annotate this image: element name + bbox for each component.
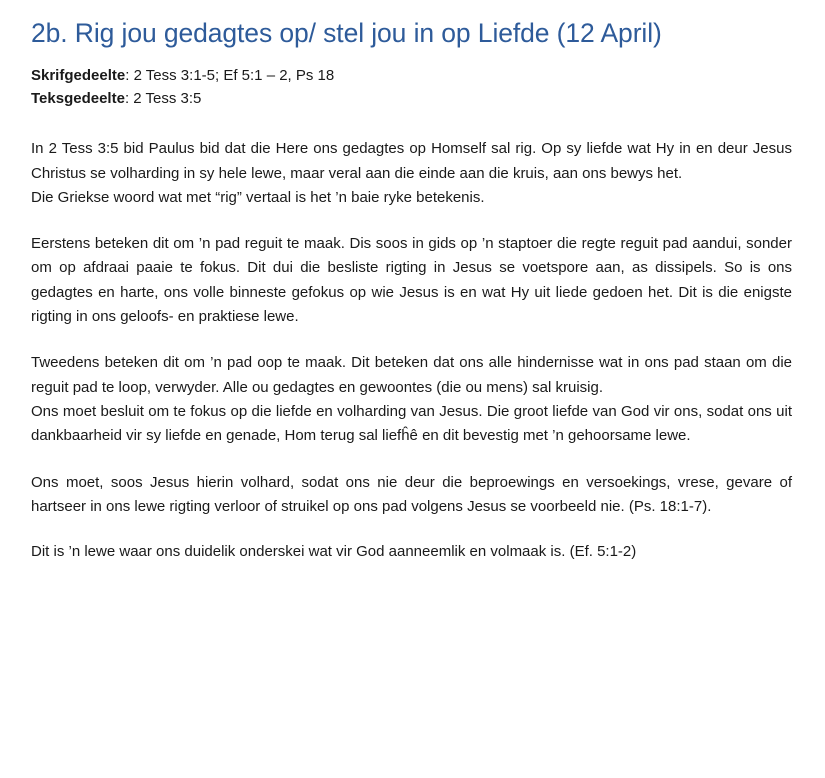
spacer xyxy=(31,449,792,471)
meta-value-skrifgedeelte: 2 Tess 3:1-5; Ef 5:1 – 2, Ps 18 xyxy=(133,66,335,84)
spacer xyxy=(31,210,792,232)
meta-value-teksgedeelte: 2 Tess 3:5 xyxy=(133,90,202,108)
paragraph-3: Eerstens beteken dit om ’n pad reguit te maak. Dis soos in gids op ’n staptoer die regte reguit pad aandui, sonder om op afdraai paaie te fokus. Dit dui die besliste rigting in Jesus se voetspore aan, as dissipels. So is ons gedagtes en harte, ons volle binneste gefokus op wie Jesus is en wat Hy uit liede gedoen het. Dit is die enigste rigting in ons geloofs- en praktiese lewe. xyxy=(31,235,792,326)
meta-row-teksgedeelte xyxy=(31,87,792,110)
meta-separator-teksgedeelte: : xyxy=(124,90,134,108)
spacer xyxy=(31,329,792,351)
scripture-meta-block xyxy=(31,64,792,111)
meta-row-skrifgedeelte xyxy=(31,64,792,87)
page-title: 2b. Rig jou gedagtes op/ stel jou in op Liefde (12 April) xyxy=(31,18,662,48)
meta-label-teksgedeelte: Teksgedeelte xyxy=(31,90,125,108)
spacer xyxy=(31,110,792,137)
paragraph-4: Tweedens beteken dit om ’n pad oop te maak. Dit beteken dat ons alle hindernisse wat in ons pad staan om die reguit pad te loop, verwyder. Alle ou gedagtes en gewoontes (die ou mens) sal kruisig. xyxy=(31,354,792,396)
paragraph-5: Ons moet besluit om te fokus op die liefde en volharding van Jesus. Die groot liefde van God vir ons, sodat ons uit dankbaarheid vir sy liefde en genade, Hom terug sal liefĥê en dit bevestig met ’n gehoorsame lewe. xyxy=(31,402,792,445)
paragraph-2: Die Griekse woord wat met “rig” vertaal is het ’n baie ryke betekenis. xyxy=(31,188,485,206)
spacer xyxy=(31,519,792,540)
paragraph-6: Ons moet, soos Jesus hierin volhard, sodat ons nie deur die beproewings en versoekings, vrese, gevare of hartseer in ons lewe rigting verloor of struikel op ons pad volgens Jesus se voorbeeld nie. (Ps. 18:1-7). xyxy=(31,473,792,515)
meta-separator-skrifgedeelte: : xyxy=(125,66,134,84)
paragraph-7: Dit is ’n lewe waar ons duidelik onderskei wat vir God aanneemlik en volmaak is. (Ef. 5:1-2) xyxy=(31,543,637,561)
paragraph-1: In 2 Tess 3:5 bid Paulus bid dat die Here ons gedagtes op Homself sal rig. Op sy liefde wat Hy in en deur Jesus Christus se volharding in sy hele lewe, maar veral aan die einde aan die kruis, aan ons bewys het. xyxy=(31,140,792,182)
meta-label-skrifgedeelte: Skrifgedeelte xyxy=(31,66,126,84)
